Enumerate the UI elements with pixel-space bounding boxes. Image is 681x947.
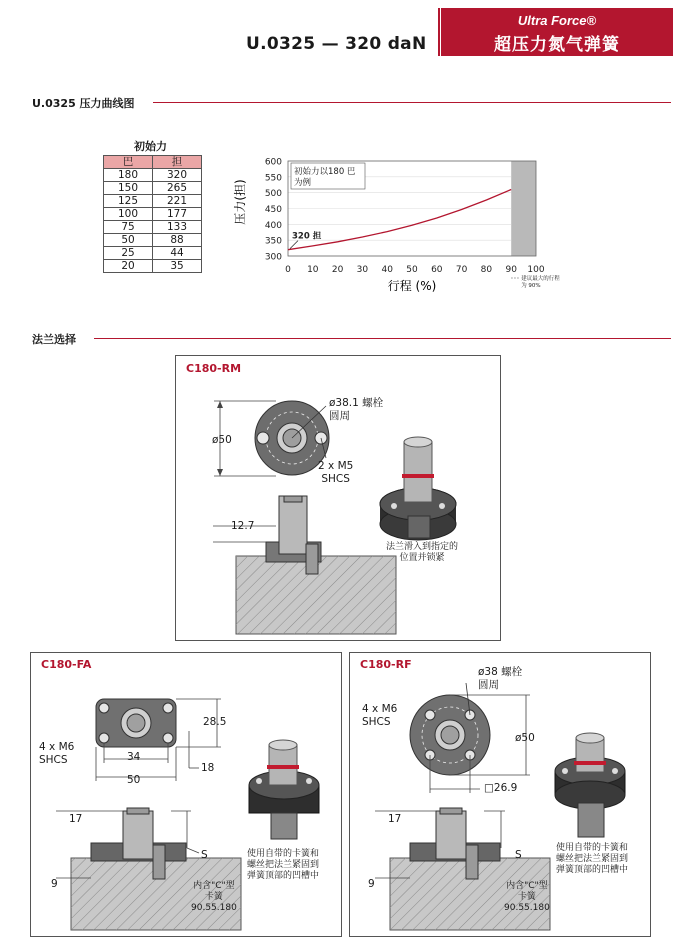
chart-recommendation-text: 建议最大的行程 — [521, 276, 560, 282]
brand-name-cn: 超压力氮气弹簧 — [494, 35, 620, 55]
panel-c180-fa — [30, 652, 342, 937]
chart-x-tick-label: 0 — [285, 265, 291, 275]
chart-x-tick-label: 60 — [431, 265, 443, 275]
fa-dim-34: 34 — [127, 751, 141, 763]
cell-dan: 177 — [153, 208, 202, 221]
rf-screws-label: 4 x M6 SHCS — [362, 703, 398, 728]
force-section-rule — [153, 102, 671, 103]
rf-square-label: □26.9 — [484, 782, 518, 794]
rm-screws-label: 2 x M5 SHCS — [318, 460, 354, 485]
cell-bar: 20 — [104, 260, 153, 273]
rm-note: 法兰滑入到指定的 位置并锁紧 — [386, 542, 459, 563]
cell-dan: 320 — [153, 169, 202, 182]
flange-section-rule — [94, 338, 671, 339]
rf-dim-9: 9 — [368, 878, 375, 890]
flange-section-heading: 法兰选择 — [32, 333, 76, 346]
chart-x-tick-label: 30 — [356, 265, 369, 275]
chart-y-tick-label: 500 — [264, 189, 282, 200]
rm-3d-view — [380, 437, 456, 540]
table-row — [104, 260, 202, 273]
table-row — [104, 195, 202, 208]
chart-x-tick-label: 100 — [527, 265, 545, 275]
cell-dan: 221 — [153, 195, 202, 208]
table-row — [104, 234, 202, 247]
panel-title-rf: C180-RF — [360, 658, 412, 671]
cell-bar: 150 — [104, 182, 153, 195]
rf-s-label: S — [515, 849, 522, 861]
panel-c180-rm — [175, 355, 501, 641]
rm-bolt-circle-label: ø38.1 螺栓 圆周 — [329, 397, 384, 422]
rf-c-spring-label: 内含"C"型 卡簧 90.55.180 — [504, 881, 550, 913]
chart-x-tick-label: 40 — [381, 265, 393, 275]
cell-bar: 125 — [104, 195, 153, 208]
chart-start-label: 320 担 — [292, 231, 322, 242]
cell-bar: 100 — [104, 208, 153, 221]
table-row — [104, 247, 202, 260]
fa-s-label: S — [201, 849, 208, 861]
fa-note: 使用自带的卡簧和 螺丝把法兰紧固到 弹簧顶部的凹槽中 — [247, 849, 320, 881]
cell-dan: 44 — [153, 247, 202, 260]
table-row — [104, 169, 202, 182]
rf-bolt-circle-label: ø38 螺栓 圆周 — [478, 666, 523, 691]
chart-ylabel: 压力(担) — [233, 179, 247, 225]
table-row — [104, 208, 202, 221]
rm-side-section — [213, 496, 396, 634]
panel-c180-rf — [349, 652, 651, 937]
column-header-bar: 巴 — [104, 156, 153, 169]
initial-force-table — [103, 155, 202, 273]
cell-bar: 75 — [104, 221, 153, 234]
panel-title-rm: C180-RM — [186, 362, 242, 375]
cell-bar: 180 — [104, 169, 153, 182]
fa-screws-label: 4 x M6 SHCS — [39, 741, 75, 766]
fa-dim-18: 18 — [201, 762, 215, 774]
chart-x-tick-label: 70 — [455, 265, 468, 275]
fa-dim-9: 9 — [51, 878, 58, 890]
chart-start-arrow — [290, 241, 298, 249]
chart-x-tick-label: 10 — [307, 265, 319, 275]
cell-dan: 133 — [153, 221, 202, 234]
header-divider — [438, 8, 440, 56]
chart-y-tick-label: 450 — [264, 205, 282, 215]
rf-dim-17: 17 — [388, 813, 402, 825]
chart-x-tick-label: 50 — [406, 265, 418, 275]
cell-dan: 88 — [153, 234, 202, 247]
brand-name-en: Ultra Force® — [517, 13, 597, 28]
fa-dim-50: 50 — [127, 774, 141, 786]
cell-dan: 35 — [153, 260, 202, 273]
panel-title-fa: C180-FA — [41, 658, 92, 671]
c180-fa-drawing — [31, 653, 341, 936]
chart-x-tick-label: 20 — [331, 265, 344, 275]
chart-y-tick-label: 300 — [264, 252, 282, 263]
fa-dim-28-5: 28.5 — [203, 716, 227, 728]
chart-shaded-region — [511, 161, 536, 256]
column-header-dan: 担 — [153, 156, 202, 169]
chart-x-tick-label: 90 — [505, 265, 517, 275]
chart-y-tick-label: 550 — [264, 173, 282, 184]
fa-dim-17: 17 — [69, 813, 83, 825]
chart-annotation-text: 为例 — [294, 178, 312, 188]
fa-c-spring-label: 内含"C"型 卡簧 90.55.180 — [191, 881, 237, 913]
force-section-heading: U.0325 压力曲线图 — [32, 97, 135, 110]
table-row — [104, 221, 202, 234]
chart-series-line — [288, 190, 511, 250]
cell-dan: 265 — [153, 182, 202, 195]
table-row — [104, 182, 202, 195]
fa-3d-view — [249, 740, 319, 839]
chart-y-tick-label: 350 — [264, 236, 282, 247]
force-curve-chart — [230, 150, 575, 300]
page-title: U.0325 — 320 daN — [246, 34, 427, 54]
brand-badge — [441, 8, 673, 56]
cell-bar: 50 — [104, 234, 153, 247]
rf-flange-top-view — [410, 683, 530, 793]
chart-recommendation-text: 为 90% — [521, 283, 541, 289]
table-caption: 初始力 — [134, 140, 167, 153]
rf-3d-view — [555, 733, 625, 837]
cell-bar: 25 — [104, 247, 153, 260]
chart-y-tick-label: 600 — [264, 157, 282, 168]
rf-diameter-label: ø50 — [515, 732, 535, 744]
rm-height-label: 12.7 — [231, 520, 255, 532]
chart-y-tick-label: 400 — [264, 220, 282, 231]
rm-diameter-label: ø50 — [212, 434, 232, 446]
rf-note: 使用自带的卡簧和 螺丝把法兰紧固到 弹簧顶部的凹槽中 — [556, 843, 629, 875]
chart-x-tick-label: 80 — [480, 265, 493, 275]
chart-xlabel: 行程 (%) — [387, 279, 437, 293]
chart-annotation-text: 初始力以180 巴 — [294, 167, 356, 177]
